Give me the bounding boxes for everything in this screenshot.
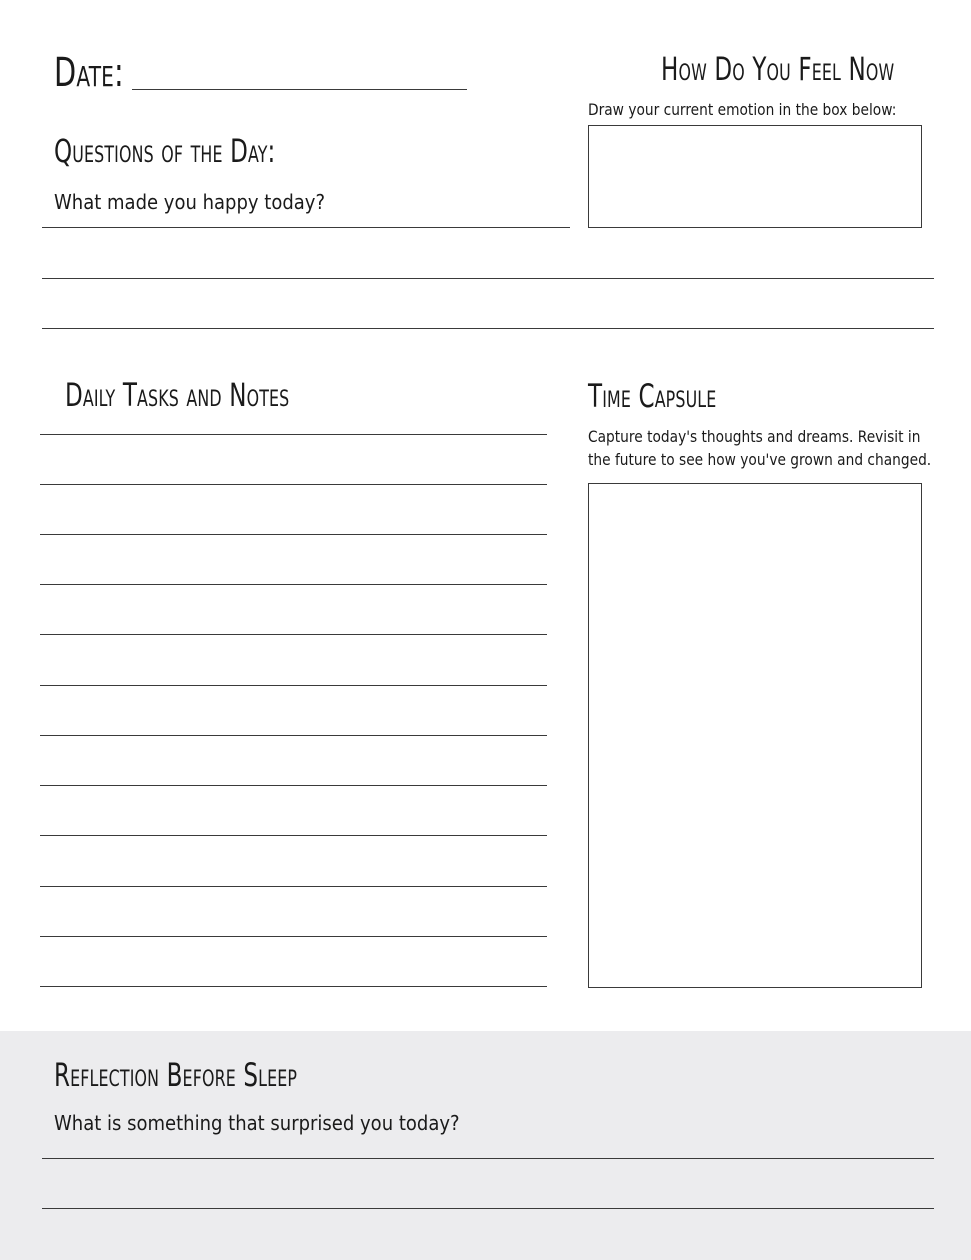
task-line[interactable] [40, 434, 547, 435]
capsule-text-line-1: Capture today's thoughts and dreams. Revisit in [588, 427, 921, 446]
tasks-heading: Daily Tasks and Notes [65, 376, 290, 414]
task-line[interactable] [40, 484, 547, 485]
questions-prompt: What made you happy today? [54, 190, 325, 214]
task-line[interactable] [40, 886, 547, 887]
capsule-text-line-2: the future to see how you've grown and changed. [588, 450, 932, 469]
task-line[interactable] [40, 986, 547, 987]
capsule-heading: Time Capsule [588, 377, 717, 415]
task-line[interactable] [40, 735, 547, 736]
time-capsule-box[interactable] [588, 483, 922, 988]
task-line[interactable] [40, 785, 547, 786]
questions-heading: Questions of the Day: [54, 132, 276, 170]
answer-line[interactable] [42, 227, 570, 228]
task-line[interactable] [40, 835, 547, 836]
task-line[interactable] [40, 936, 547, 937]
answer-line[interactable] [42, 278, 934, 279]
task-line[interactable] [40, 534, 547, 535]
answer-line[interactable] [42, 1208, 934, 1209]
task-line[interactable] [40, 685, 547, 686]
answer-line[interactable] [42, 328, 934, 329]
task-line[interactable] [40, 584, 547, 585]
feel-heading: How Do You Feel Now [661, 50, 895, 88]
answer-line[interactable] [42, 1158, 934, 1159]
task-line[interactable] [40, 634, 547, 635]
date-field[interactable] [132, 89, 467, 90]
emotion-drawing-box[interactable] [588, 125, 922, 228]
reflection-prompt: What is something that surprised you today? [54, 1111, 460, 1135]
feel-instruction: Draw your current emotion in the box below: [588, 100, 897, 119]
reflection-heading: Reflection Before Sleep [54, 1056, 298, 1094]
date-label: Date: [54, 50, 124, 96]
